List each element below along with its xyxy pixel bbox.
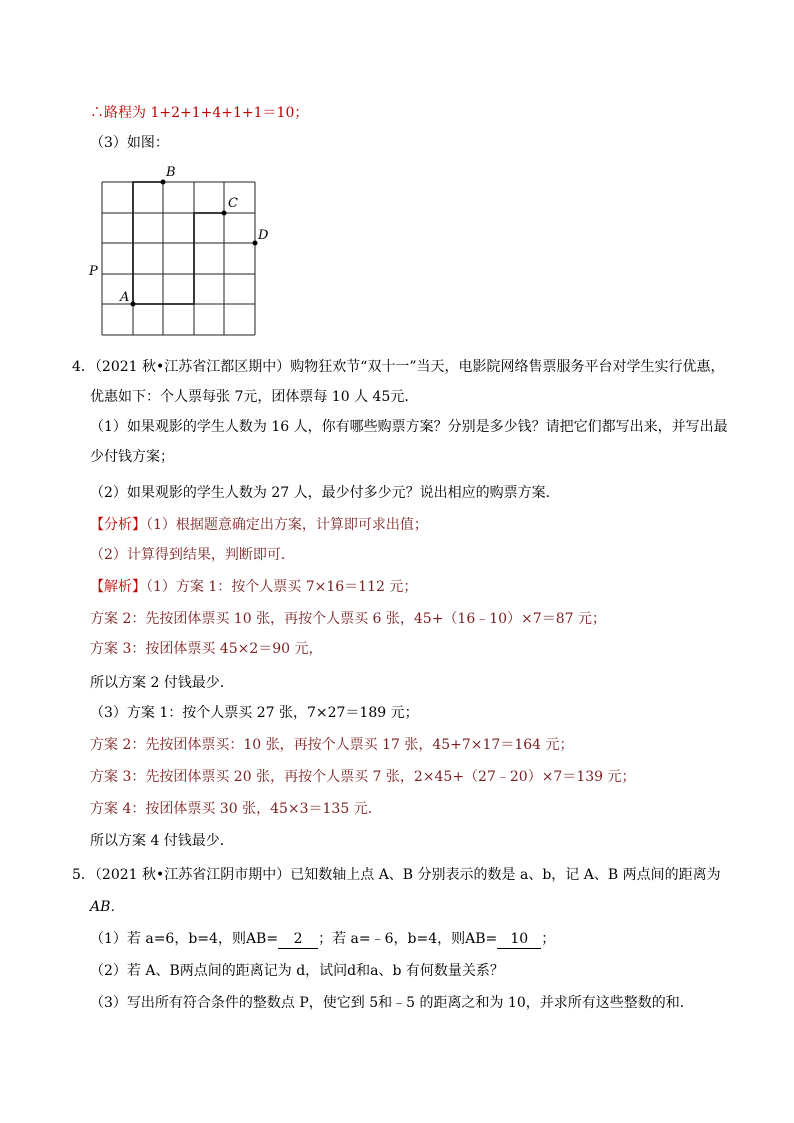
q4-solution-6: 方案 2：先按团体票买：10 张，再按个人票买 17 张，45+7×17＝164 元； bbox=[90, 737, 574, 753]
part3-intro: （3）如图： bbox=[90, 135, 169, 151]
q4-solution-2: 方案 2：先按团体票买 10 张，再按个人票买 6 张，45+（16﹣10）×7＝87 元； bbox=[90, 611, 606, 627]
q5-answer-2: 10 bbox=[497, 930, 541, 949]
solution-text-1: （1）方案 1：按个人票买 7×16＝112 元； bbox=[146, 579, 418, 595]
q5-stem-line-2: AB． bbox=[90, 899, 125, 915]
q5-answer-1: 2 bbox=[278, 930, 318, 949]
q5-sub1-post: ； bbox=[541, 931, 556, 947]
q4-solution-9: 所以方案 4 付钱最少． bbox=[90, 833, 234, 849]
label-d: D bbox=[258, 228, 269, 243]
q4-analysis-2: （2）计算得到结果，判断即可． bbox=[90, 547, 295, 563]
label-c: C bbox=[228, 196, 238, 211]
point-b-dot bbox=[161, 180, 166, 185]
q4-solution-3: 方案 3：按团体票买 45×2＝90 元， bbox=[90, 641, 323, 657]
q4-solution-8: 方案 4：按团体票买 30 张，45×3＝135 元． bbox=[90, 801, 382, 817]
label-a: A bbox=[120, 290, 130, 305]
q4-solution-7: 方案 3：先按团体票买 20 张，再按个人票买 7 张，2×45+（27﹣20）×7＝139 元； bbox=[90, 769, 636, 785]
q5-stem-line-1: 5．（2021 秋•江苏省江阴市期中）已知数轴上点 A、B 分别表示的数是 a、b，记 A、B 两点间的距离为 bbox=[72, 867, 721, 883]
q4-sub1-line-2: 少付钱方案； bbox=[90, 449, 174, 465]
point-d-dot bbox=[253, 241, 258, 246]
point-a-dot bbox=[131, 302, 136, 307]
q4-stem-line-1: 4．（2021 秋•江苏省江都区期中）购物狂欢节“双十一”当天，电影院网络售票服务平台对学生实行优惠， bbox=[72, 359, 725, 375]
q4-solution-5: （3）方案 1：按个人票买 27 张，7×27＝189 元； bbox=[90, 705, 419, 721]
grid-figure bbox=[86, 162, 276, 342]
q5-sub1-pre: （1）若 a=6，b=4，则AB= bbox=[90, 931, 279, 947]
q5-sub1-mid: ；若 a=﹣6，b=4，则AB= bbox=[318, 931, 498, 947]
q4-analysis-1 bbox=[90, 516, 428, 534]
q4-sub2: （2）如果观影的学生人数为 27 人，最少付多少元？说出相应的购票方案． bbox=[90, 485, 560, 501]
point-c-dot bbox=[222, 211, 227, 216]
solution-tag: 【解析】 bbox=[90, 579, 146, 595]
q5-sub2: （2）若 A、B两点间的距离记为 d，试问d和a、b 有何数量关系？ bbox=[90, 963, 504, 979]
analysis-tag: 【分析】 bbox=[90, 517, 146, 533]
q5-sub1 bbox=[90, 930, 555, 949]
label-p: P bbox=[89, 264, 98, 279]
analysis-text-1: （1）根据题意确定出方案，计算即可求出值； bbox=[146, 517, 428, 533]
q5-sub3: （3）写出所有符合条件的整数点 P，使它到 5和﹣5 的距离之和为 10，并求所有这些整数的和． bbox=[90, 995, 694, 1011]
q4-stem-line-2: 优惠如下：个人票每张 7元，团体票每 10 人 45元． bbox=[90, 389, 419, 405]
q4-sub1-line-1: （1）如果观影的学生人数为 16 人，你有哪些购票方案？分别是多少钱？请把它们都写出来，并写出最 bbox=[90, 419, 728, 435]
q4-solution-4: 所以方案 2 付钱最少． bbox=[90, 675, 234, 691]
route-length-line: ∴路程为 1+2+1+4+1+1＝10； bbox=[90, 105, 309, 121]
q4-solution-1 bbox=[90, 578, 417, 596]
label-b: B bbox=[166, 165, 176, 180]
